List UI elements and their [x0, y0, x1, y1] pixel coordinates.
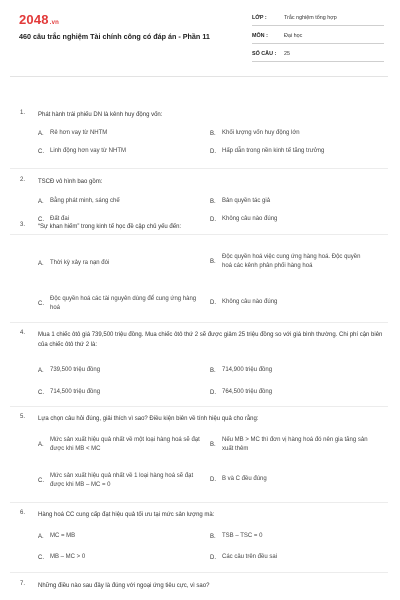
- option-3a[interactable]: [38, 258, 208, 270]
- question-text: Phát hành trái phiếu DN là kênh huy động vốn:: [38, 112, 163, 118]
- option-6a[interactable]: [38, 531, 208, 543]
- option-letter: C.: [38, 217, 44, 223]
- question-text: Lựa chọn câu hỏi đúng, giải thích vì sao? Điều kiện biên về tính hiệu quả cho rằng:: [38, 416, 259, 422]
- question-text: Những điều nào sau đây là đúng với ngoại ứng tiêu cực, vì sao?: [38, 583, 210, 589]
- option-letter: D.: [210, 390, 216, 396]
- option-letter: C.: [38, 301, 44, 307]
- option-text: Mức sản xuất hiệu quả nhất về một loại hàng hoá sẽ đạt được khi MB < MC: [50, 436, 200, 452]
- question-divider: [10, 168, 388, 169]
- option-letter: C.: [38, 478, 44, 484]
- option-text: 764,500 triệu đồng: [222, 389, 273, 396]
- option-letter: A.: [38, 368, 44, 374]
- question-divider: [10, 406, 388, 407]
- option-text: MC = MB: [50, 533, 76, 540]
- logo-suffix: .vn: [49, 20, 60, 26]
- option-1d[interactable]: [210, 146, 386, 158]
- meta-value: 25: [284, 51, 290, 57]
- option-3b[interactable]: [210, 244, 374, 280]
- option-text: Bằng phát minh, sáng chế: [50, 198, 120, 205]
- option-letter: A.: [38, 131, 44, 137]
- option-4a[interactable]: [38, 365, 208, 377]
- meta-label: LỚP :: [252, 15, 267, 21]
- option-text: 714,500 triệu đồng: [50, 389, 101, 396]
- option-text: B và C đều đúng: [222, 476, 267, 483]
- option-letter: B.: [210, 442, 216, 448]
- question-number: 2.: [20, 177, 26, 183]
- question-number: 7.: [20, 581, 26, 587]
- option-letter: B.: [210, 259, 216, 265]
- option-2b[interactable]: [210, 196, 382, 208]
- option-text: Thời kỳ xảy ra nạn đói: [50, 260, 110, 267]
- option-letter: B.: [210, 199, 216, 205]
- option-4b[interactable]: [210, 365, 382, 377]
- question-number: 4.: [20, 330, 26, 336]
- option-letter: D.: [210, 217, 216, 223]
- option-1b[interactable]: [210, 128, 382, 140]
- option-letter: A.: [38, 534, 44, 540]
- option-letter: A.: [38, 442, 44, 448]
- option-6d[interactable]: [210, 552, 382, 564]
- meta-label: MÔN :: [252, 33, 268, 39]
- option-5c[interactable]: [38, 468, 208, 494]
- option-1a[interactable]: [38, 128, 208, 140]
- option-text: Độc quyền hoá các tài nguyên dùng để cung ứng hàng hoá: [50, 295, 197, 311]
- option-6c[interactable]: [38, 552, 208, 564]
- option-text: Đất đai: [50, 216, 70, 223]
- option-text: Linh động hơn vay từ NHTM: [50, 148, 126, 155]
- question-divider: [10, 572, 388, 573]
- option-letter: B.: [210, 534, 216, 540]
- option-text: Nếu MB > MC thì đơn vị hàng hoá đó nên gia tăng sản xuất thêm: [222, 436, 368, 452]
- option-letter: D.: [210, 555, 216, 561]
- option-text: Các câu trên đều sai: [222, 554, 278, 561]
- question-text: Mua 1 chiếc ôtô giá 739,500 triệu đồng. Mua chiếc ôtô thứ 2 sẽ được giảm 25 triệu đồng so với giá bình thường. Chi phí cận biên của chiếc ôtô thứ 2 là:: [38, 332, 383, 348]
- option-letter: C.: [38, 555, 44, 561]
- question-text: Hàng hoá CC cung cấp đạt hiệu quả tối ưu tại mức sản lượng mà:: [38, 512, 215, 518]
- option-3d[interactable]: [210, 297, 382, 309]
- option-6b[interactable]: [210, 531, 382, 543]
- question-text: “Sự khan hiếm” trong kinh tế học đề cập chủ yếu đến:: [38, 224, 182, 230]
- option-text: Không câu nào đúng: [222, 299, 278, 306]
- page-title: 460 câu trắc nghiệm Tài chính công có đáp án - Phần 11: [19, 32, 210, 41]
- question-divider: [10, 322, 388, 323]
- option-text: Hấp dẫn trong nền kinh tế tăng trưởng: [222, 148, 325, 155]
- option-text: Không câu nào đúng: [222, 216, 278, 223]
- meta-value: Trắc nghiệm tổng hợp: [284, 15, 337, 21]
- option-1c[interactable]: [38, 146, 208, 158]
- meta-label: SỐ CÂU :: [252, 51, 277, 57]
- question-number: 6.: [20, 510, 26, 516]
- question-text: TSCĐ vô hình bao gồm:: [38, 179, 103, 185]
- option-text: Bản quyền tác giả: [222, 198, 271, 205]
- option-letter: D.: [210, 300, 216, 306]
- question-divider: [10, 234, 388, 235]
- option-letter: D.: [210, 149, 216, 155]
- option-text: Rẻ hơn vay từ NHTM: [50, 130, 108, 137]
- option-text: 739,500 triệu đồng: [50, 367, 101, 374]
- meta-value: Đại học: [284, 33, 303, 39]
- option-5b[interactable]: [210, 432, 382, 458]
- option-2a[interactable]: [38, 196, 208, 208]
- option-letter: A.: [38, 199, 44, 205]
- option-letter: C.: [38, 390, 44, 396]
- option-text: Mức sản xuất hiệu quả nhất về 1 loại hàng hoá sẽ đạt được khi MB – MC = 0: [50, 472, 194, 488]
- option-text: 714,900 triệu đồng: [222, 367, 273, 374]
- option-4c[interactable]: [38, 387, 208, 399]
- option-letter: B.: [210, 131, 216, 137]
- question-number: 5.: [20, 414, 26, 420]
- question-divider: [10, 502, 388, 503]
- option-text: Độc quyền hoá việc cung ứng hàng hoá. Độc quyền hoá các kênh phân phối hàng hoá: [222, 253, 361, 269]
- option-4d[interactable]: [210, 387, 382, 399]
- option-text: TSB – TSC = 0: [222, 533, 263, 540]
- option-letter: B.: [210, 368, 216, 374]
- option-text: MB – MC > 0: [50, 554, 86, 561]
- logo-main: 2048: [19, 12, 49, 27]
- question-number: 3.: [20, 222, 26, 228]
- option-5d[interactable]: [210, 474, 382, 486]
- option-3c[interactable]: [38, 292, 208, 316]
- option-letter: D.: [210, 477, 216, 483]
- option-text: Khối lượng vốn huy động lớn: [222, 130, 300, 137]
- option-letter: A.: [38, 261, 44, 267]
- question-number: 1.: [20, 110, 26, 116]
- option-5a[interactable]: [38, 432, 208, 458]
- option-letter: C.: [38, 149, 44, 155]
